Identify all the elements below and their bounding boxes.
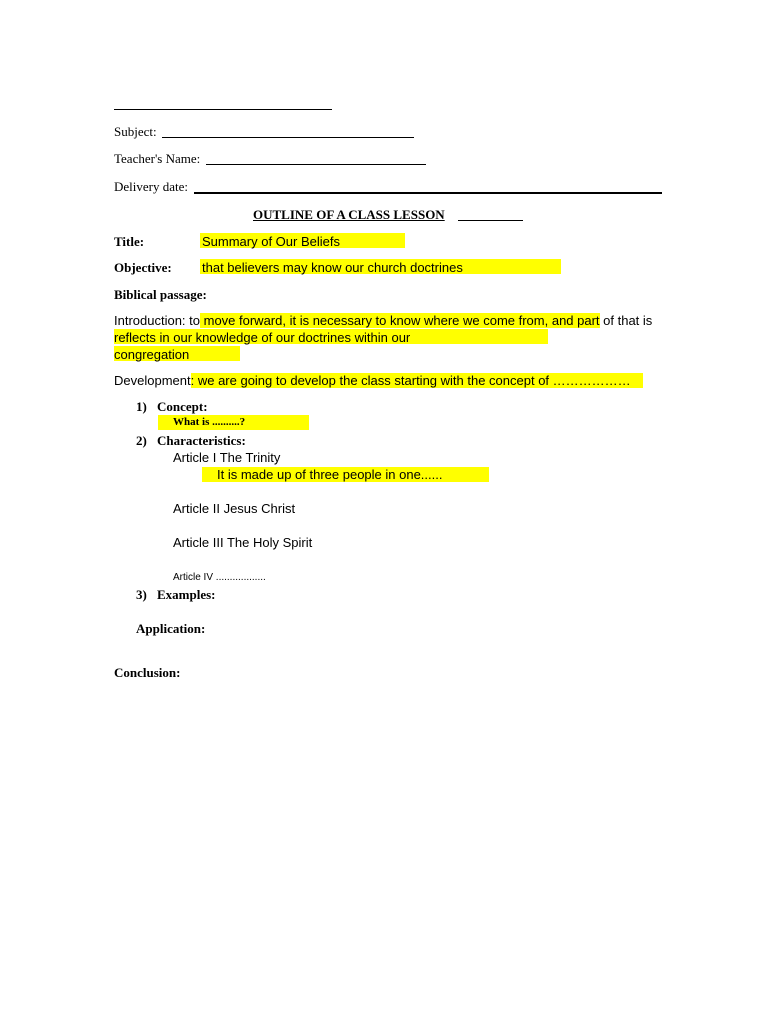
article-1-text: Article I The Trinity	[173, 450, 281, 465]
objective-label: Objective:	[114, 260, 172, 275]
delivery-blank-line	[194, 192, 662, 194]
examples-number: 3)	[136, 587, 147, 602]
top-blank-line	[114, 109, 332, 110]
introduction-line2: reflects in our knowledge of our doctrines within our	[114, 330, 411, 345]
characteristics-label: Characteristics:	[157, 433, 246, 448]
introduction-line1	[114, 313, 652, 328]
title-label: Title:	[114, 234, 145, 249]
concept-number: 1)	[136, 399, 147, 414]
delivery-label: Delivery date:	[114, 179, 188, 194]
conclusion-label: Conclusion:	[114, 665, 181, 680]
document-heading: OUTLINE OF A CLASS LESSON	[253, 207, 445, 222]
application-label: Application:	[136, 621, 206, 636]
introduction-rest: of that is	[599, 313, 653, 328]
introduction-highlight: move forward, it is necessary to know where we come from, and part	[200, 313, 600, 328]
concept-label: Concept:	[157, 399, 208, 414]
characteristics-number: 2)	[136, 433, 147, 448]
teacher-label: Teacher's Name:	[114, 151, 201, 166]
development-line	[114, 373, 643, 388]
development-label: Development	[114, 373, 191, 388]
article-2-text: Article II Jesus Christ	[173, 501, 296, 516]
introduction-line3: congregation	[114, 347, 190, 362]
objective-value: that believers may know our church doctrines	[202, 260, 463, 275]
title-value: Summary of Our Beliefs	[202, 234, 340, 249]
subject-blank-line	[162, 137, 414, 138]
development-text: : we are going to develop the class starting with the concept of ………………	[191, 373, 643, 388]
heading-trailing-line	[458, 220, 523, 221]
subject-label: Subject:	[114, 124, 157, 139]
teacher-blank-line	[206, 164, 426, 165]
article-3-text: Article III The Holy Spirit	[173, 535, 313, 550]
concept-item: What is ..........?	[173, 416, 246, 428]
examples-label: Examples:	[157, 587, 216, 602]
introduction-label: Introduction: to	[114, 313, 200, 328]
biblical-passage-label: Biblical passage:	[114, 287, 207, 302]
article-1-sub: It is made up of three people in one......	[217, 467, 443, 482]
article-4-text: Article IV ..................	[173, 572, 266, 583]
